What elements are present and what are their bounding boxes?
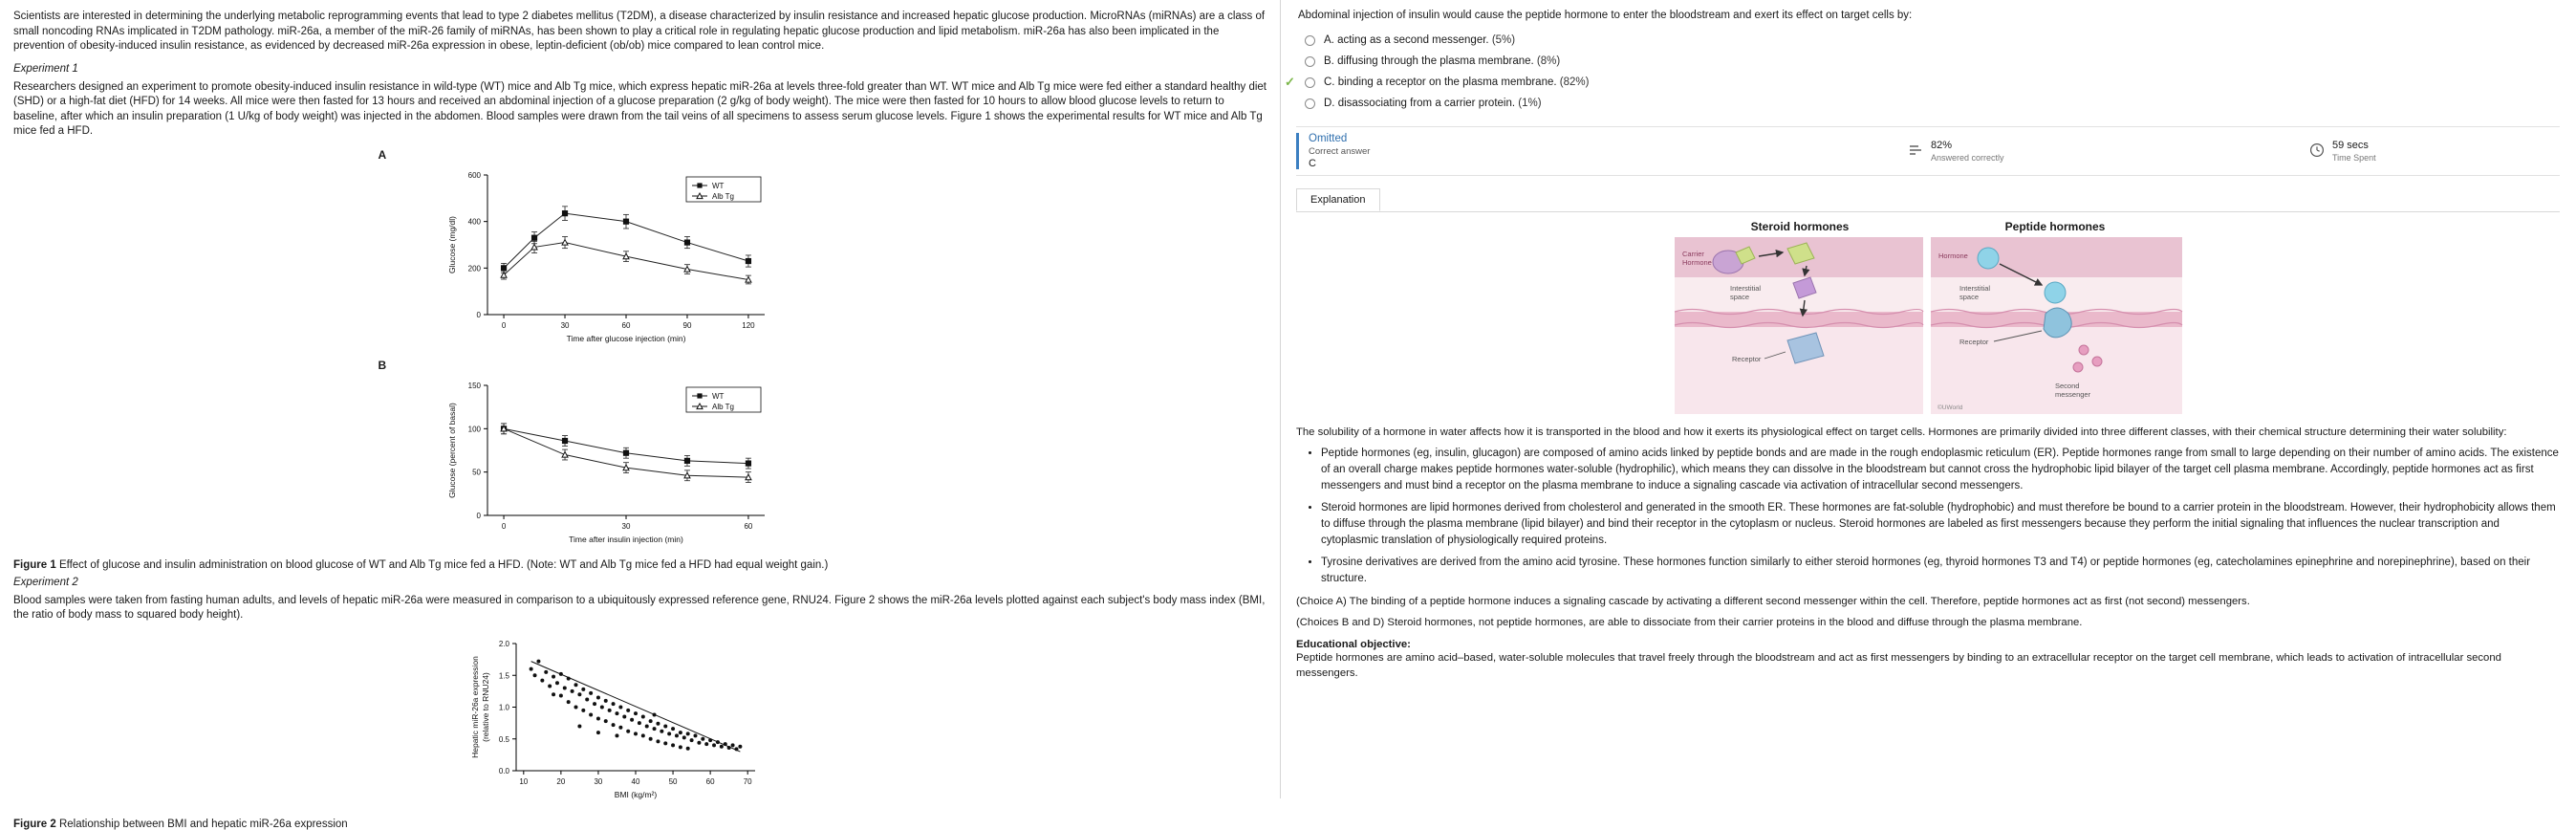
svg-text:150: 150	[467, 381, 481, 390]
svg-text:WT: WT	[711, 391, 724, 401]
svg-text:(relative to RNU24): (relative to RNU24)	[480, 671, 490, 742]
svg-text:Alb Tg: Alb Tg	[711, 402, 734, 411]
figure-1-caption-text: Effect of glucose and insulin administration on blood glucose of WT and Alb Tg mice fed a HFD. (Note: WT and Alb Tg mice fed a HFD had equal weight gain.)	[58, 558, 829, 571]
correct-answer-value: C	[1309, 158, 1316, 169]
svg-text:30: 30	[621, 521, 630, 531]
clock-icon	[2309, 142, 2325, 161]
svg-text:Glucose (percent of basal): Glucose (percent of basal)	[446, 402, 457, 498]
percent-correct-block	[1908, 140, 2309, 163]
svg-text:10: 10	[518, 776, 528, 786]
note-choice-bd: (Choices B and D) Steroid hormones, not peptide hormones, are able to dissociate from their carrier proteins in the blood and diffuse through the plasma membrane.	[1296, 617, 2083, 629]
svg-text:120: 120	[741, 320, 755, 330]
svg-text:©UWorld: ©UWorld	[1937, 404, 1962, 411]
svg-text:0.5: 0.5	[498, 734, 509, 744]
choice-c[interactable]	[1285, 73, 2560, 92]
explanation-bullets	[1296, 446, 2560, 586]
tab-explanation[interactable]: Explanation	[1296, 188, 1380, 211]
diagram-svg	[1673, 237, 2184, 414]
passage-panel	[0, 0, 1281, 830]
percent-correct-label: Answered correctly	[1931, 153, 2004, 163]
answer-choices	[1285, 31, 2560, 113]
svg-text:50: 50	[668, 776, 678, 786]
time-spent-block	[2309, 140, 2376, 163]
time-spent-value: 59 secs	[2332, 140, 2369, 151]
radio-icon[interactable]	[1305, 35, 1315, 46]
svg-text:Receptor: Receptor	[1959, 338, 1988, 346]
svg-text:space: space	[1729, 293, 1749, 301]
figure-1-caption	[13, 559, 1266, 571]
choice-b-text: B. diffusing through the plasma membrane. (8%)	[1324, 55, 1561, 67]
svg-text:70: 70	[743, 776, 752, 786]
svg-text:BMI (kg/m²): BMI (kg/m²)	[614, 789, 657, 799]
diagram-title-peptide: Peptide hormones	[2004, 220, 2106, 233]
svg-text:600: 600	[467, 170, 481, 180]
time-spent-label: Time Spent	[2332, 153, 2376, 163]
figure-2-caption	[13, 819, 1266, 830]
experiment-2-text: Blood samples were taken from fasting human adults, and levels of hepatic miR-26a were measured in comparison to a ubiquitously expressed reference gene, RNU24. Figure 2 shows the miR-26a levels plotted against each subject's body mass index (BMI, the ratio of body mass to squared body height).	[13, 594, 1266, 622]
svg-text:space: space	[1959, 293, 1979, 301]
bullet-steroid: • Steroid hormones are lipid hormones derived from cholesterol and generated in the smooth ER. These hormones are fat-soluble (hydrophobic) and must therefore be bound to a carrier protein in the bloodstream. However, their hydrophobicity allows them to diffuse through the plasma membrane (lipid bilayer) and bind their receptor in the cytoplasm or nucleus. Steroid hormones are labeled as first messengers because they perform the initial signaling that influences the nuclear transcription and cytoplasmic translation of physiologically required proteins.	[1321, 500, 2560, 548]
experiment-1-heading: Experiment 1	[13, 62, 78, 75]
svg-text:2.0: 2.0	[498, 639, 509, 648]
figure-2-caption-label: Figure 2	[13, 818, 56, 830]
choice-b[interactable]	[1306, 52, 2560, 71]
svg-text:Receptor: Receptor	[1731, 355, 1761, 363]
correct-answer-label: Correct answer	[1309, 146, 1371, 157]
svg-text:0.0: 0.0	[498, 766, 509, 775]
panel-a-letter: A	[378, 147, 387, 162]
svg-text:Time after glucose injection (: Time after glucose injection (min)	[566, 333, 685, 343]
svg-text:1.5: 1.5	[498, 670, 509, 680]
chart-panel-b	[373, 372, 908, 554]
svg-text:Interstitial: Interstitial	[1959, 284, 1990, 293]
svg-text:20: 20	[555, 776, 565, 786]
svg-text:60: 60	[621, 320, 630, 330]
svg-text:Glucose (mg/dl): Glucose (mg/dl)	[446, 215, 457, 273]
svg-text:50: 50	[471, 468, 481, 477]
diagram-titles	[1673, 220, 2184, 237]
choice-d-text: D. disassociating from a carrier protein. (1%)	[1324, 98, 1542, 109]
figure-2	[13, 632, 1266, 809]
svg-text:0: 0	[476, 310, 481, 319]
hormone-diagram	[1296, 220, 2560, 417]
svg-text:30: 30	[593, 776, 602, 786]
svg-text:60: 60	[705, 776, 715, 786]
svg-text:Second: Second	[2054, 382, 2079, 390]
svg-text:Hepatic miR-26a expression: Hepatic miR-26a expression	[469, 655, 480, 758]
educational-objective-body: Peptide hormones are amino acid–based, water-soluble molecules that travel freely through the bloodstream and act as first messengers by binding to an extracellular receptor on the target cell membrane, which leads to activation of intracellular second messengers.	[1296, 651, 2501, 679]
figure-2-caption-text: Relationship between BMI and hepatic miR-26a expression	[58, 818, 348, 830]
bar-chart-icon	[1908, 142, 1923, 161]
svg-text:Hormone: Hormone	[1937, 251, 1968, 260]
svg-text:1.0: 1.0	[498, 703, 509, 712]
svg-text:messenger: messenger	[2054, 390, 2090, 399]
bullet-peptide: • Peptide hormones (eg, insulin, glucagon) are composed of amino acids linked by peptide bonds and are made in the rough endoplasmic reticulum (ER). Peptide hormones range from small to large depending on their number of amino acids. The existence of an overall charge makes peptide hormones water-soluble (hydrophilic), which means they can dissolve in the bloodstream but cannot cross the hydrophobic lipid bilayer of the target cell plasma membrane. Accordingly, peptide hormones act as first messengers and must bind a receptor on the plasma membrane to induce a signaling cascade via activation of intracellular second messengers.	[1321, 446, 2560, 493]
passage-intro: Scientists are interested in determining the underlying metabolic reprogramming events that lead to type 2 diabetes mellitus (T2DM), a disease characterized by insulin resistance and increased hepatic glucose production. MicroRNAs (miRNAs) are a class of small noncoding RNAs implicated in T2DM pathology. miR-26a, a member of the miR-26 family of miRNAs, has been shown to play a critical role in regulating hepatic glucose production and lipid metabolism. miR-26a has also been implicated in the prevention of obesity-induced insulin resistance, as evidenced by decreased miR-26a expression in obese, leptin-deficient (ob/ob) mice compared to lean control mice.	[13, 11, 1266, 53]
question-stem: Abdominal injection of insulin would cause the peptide hormone to enter the bloodstream and exert its effect on target cells by:	[1298, 10, 1913, 21]
svg-text:400: 400	[467, 217, 481, 227]
svg-text:200: 200	[467, 263, 481, 273]
svg-text:0: 0	[476, 511, 481, 520]
tab-bar	[1296, 187, 2560, 212]
choice-d[interactable]	[1306, 94, 2560, 113]
svg-text:Carrier: Carrier	[1681, 250, 1704, 258]
svg-text:90: 90	[682, 320, 691, 330]
experiment-2-heading: Experiment 2	[13, 576, 78, 588]
svg-text:Hormone: Hormone	[1681, 258, 1712, 267]
status-badge: Omitted	[1309, 133, 1348, 144]
result-summary	[1296, 126, 2560, 176]
svg-text:0: 0	[501, 320, 506, 330]
note-choice-a: (Choice A) The binding of a peptide hormone induces a signaling cascade by activating a different second messenger within the cell. Therefore, peptide hormones act as first (not second) messengers.	[1296, 595, 2250, 607]
svg-text:100: 100	[467, 424, 481, 433]
svg-text:Interstitial: Interstitial	[1729, 284, 1761, 293]
radio-icon[interactable]	[1305, 77, 1315, 88]
choice-a[interactable]	[1306, 31, 2560, 50]
check-icon: ✓	[1285, 75, 1295, 89]
figure-1-caption-label: Figure 1	[13, 558, 56, 571]
radio-icon[interactable]	[1305, 56, 1315, 67]
choice-c-text: C. binding a receptor on the plasma membrane. (82%)	[1324, 76, 1590, 88]
svg-text:40: 40	[631, 776, 639, 786]
svg-text:30: 30	[560, 320, 569, 330]
educational-objective-title: Educational objective:	[1296, 638, 1411, 650]
svg-text:Time after insulin injection (: Time after insulin injection (min)	[568, 534, 683, 544]
question-panel	[1281, 0, 2575, 798]
svg-text:60: 60	[743, 521, 752, 531]
figure-1	[13, 148, 1266, 554]
svg-text:Alb Tg: Alb Tg	[711, 191, 734, 201]
radio-icon[interactable]	[1305, 98, 1315, 109]
chart-panel-a	[373, 162, 908, 353]
panel-b-letter: B	[378, 358, 387, 372]
svg-text:WT: WT	[711, 181, 724, 190]
svg-text:0: 0	[501, 521, 506, 531]
explanation-intro: The solubility of a hormone in water affects how it is transported in the blood and how it exerts its physiological effect on target cells. Hormones are primarily divided into three different classes, with their chemical structure determining their water solubility:	[1296, 426, 2507, 438]
percent-correct-value: 82%	[1931, 140, 1953, 151]
result-status-block	[1296, 133, 1908, 169]
experiment-1-text: Researchers designed an experiment to promote obesity-induced insulin resistance in wild-type (WT) mice and Alb Tg mice, which express hepatic miR-26a at levels three-fold greater than WT. WT mice and Alb Tg mice were fed either a standard healthy diet (SHD) or a high-fat diet (HFD) for 14 weeks. All mice were then fasted for 13 hours and received an abdominal injection of a glucose preparation (2 g/kg of body weight). The mice were then fasted for 10 hours to allow blood glucose levels to return to baseline, after which an insulin preparation (1 U/kg of body weight) was injected in the abdomen. Blood samples were drawn from the tail veins of all specimens to assess serum glucose levels. Figure 1 shows the experimental results for WT mice and Alb Tg mice fed a HFD.	[13, 80, 1266, 138]
choice-a-text: A. acting as a second messenger. (5%)	[1324, 34, 1516, 46]
chart-scatter-bmi	[373, 632, 908, 809]
diagram-title-steroid: Steroid hormones	[1750, 220, 1850, 233]
bullet-tyrosine: • Tyrosine derivatives are derived from the amino acid tyrosine. These hormones function similarly to either steroid hormones (eg, thyroid hormones T3 and T4) or peptide hormones (eg, catecholamines epinephrine and norepinephrine), based on their structure.	[1321, 555, 2560, 586]
